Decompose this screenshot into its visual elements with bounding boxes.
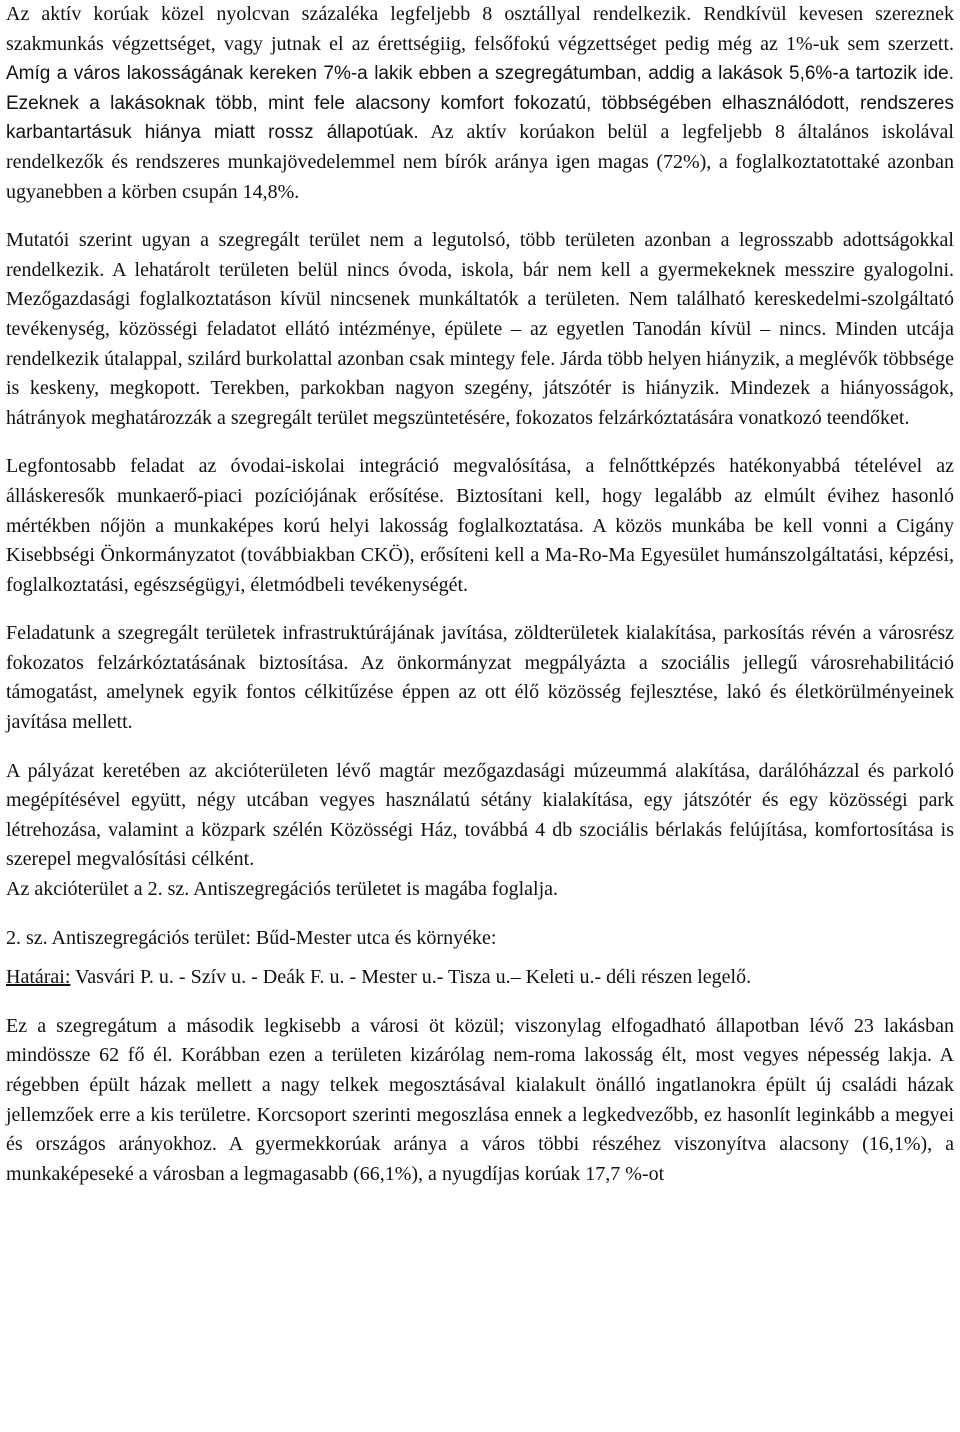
paragraph-action-area: Az akcióterület a 2. sz. Antiszegregációs területet is magába foglalja.	[6, 878, 559, 901]
boundaries-label: Határai:	[6, 966, 71, 989]
heading-antisegregation-area: 2. sz. Antiszegregációs terület: Bűd-Mester utca és környéke:	[6, 926, 497, 949]
text-housing-share: Amíg a város lakosságának kereken 7%-a lakik ebben a szegregátumban, addig a lakások 5,6%-a tartozik ide.	[6, 63, 954, 85]
text-employment: Az aktív korúakon belül a legfeljebb 8 általános iskolával rendelkezők és rendszeres munkajövedelemmel nem bírók aránya igen magas (72%), a foglalkoztatottaké azonban ugyanebben a körben csupán 14,8%.	[6, 121, 954, 203]
boundaries-text: Vasvári P. u. - Szív u. - Deák F. u. - Mester u.- Tisza u.– Keleti u.- déli részen legelő.	[70, 966, 752, 989]
paragraph-deficiencies: Mutatói szerint ugyan a szegregált terület nem a legutolsó, több területen azonban a legrosszabb adottságokkal rendelkezik. A lehatárolt területen belül nincs óvoda, iskola, bár nem kell a gyermekeknek messzire gyalogolni. Mezőgazdasági foglalkoztatáson kívül nincsenek munkáltatók a területen. Nem található kereskedelmi-szolgáltató tevékenység, közösségi feladatot ellátó intézménye, épülete – az egyetlen Tanodán kívül – nincs. Minden utcája rendelkezik útalappal, szilárd burkolattal azonban csak mintegy fele. Járda több helyen hiányzik, a meglévők többsége is keskeny, megkopott. Terekben, parkokban nagyon szegény, játszótér is hiányzik. Mindezek a hiányosságok, hátrányok meghatározzák a szegregált terület megszüntetésére, fokozatos felzárkóztatására vonatkozó teendőket.	[6, 229, 954, 429]
paragraph-demographics	[6, 0, 954, 207]
paragraph-tasks: Legfontosabb feladat az óvodai-iskolai integráció megvalósítása, a felnőttképzés hatékonyabbá tételével az álláskeresők munkaerő-piaci pozíciójának erősítése. Biztosítani kell, hogy legalább az elmúlt évihez hasonló mértékben nőjön a munkaképes korú helyi lakosság foglalkoztatása. A közös munkába be kell vonni a Cigány Kisebbségi Önkormányzatot (továbbiakban CKÖ), erősíteni kell a Ma-Ro-Ma Egyesület humánszolgáltatási, képzési, foglalkoztatási, egészségügyi, életmódbeli tevékenységét.	[6, 455, 954, 596]
text-comfort-level: Ezeknek a lakásoknak több, mint fele alacsony komfort fokozatú, többségében elhasználódott, rendszeres karbantartásuk hiánya miatt rossz állapotúak.	[6, 92, 954, 144]
document-page	[6, 0, 954, 1189]
text-education: Az aktív korúak közel nyolcvan százaléka legfeljebb 8 osztállyal rendelkezik. Rendkívül kevesen szereznek szakmunkás végzettséget, vagy jutnak el az érettségiig, felsőfokú végzettséget pedig még az 1%-uk sem szerzett.	[6, 3, 954, 55]
paragraph-infrastructure: Feladatunk a szegregált területek infrastruktúrájának javítása, zöldterületek kialakítása, parkosítás révén a városrész fokozatos felzárkóztatásának biztosítása. Az önkormányzat megpályázta a szociális jellegű városrehabilitáció támogatást, amelynek egyik fontos célkitűzése éppen az ott élő közösség fejlesztése, lakó és életkörülményeinek javítása mellett.	[6, 622, 954, 734]
paragraph-segregate-description: Ez a szegregátum a második legkisebb a városi öt közül; viszonylag elfogadható állapotban lévő 23 lakásban mindössze 62 fő él. Korábban ezen a területen kizárólag nem-roma lakosság élt, most vegyes népesség lakja. A régebben épült házak mellett a nagy telkek megosztásával kialakult önálló ingatlanokra épült új családi házak jellemzőek erre a kis területre. Korcsoport szerinti megoszlása ennek a legkedvezőbb, ez hasonlít leginkább a megyei és országos arányokhoz. A gyermekkorúak aránya a város többi részéhez viszonyítva alacsony (16,1%), a munkaképeseké a városban a legmagasabb (66,1%), a nyugdíjas korúak 17,7 %-ot	[6, 1014, 954, 1185]
paragraph-project: A pályázat keretében az akcióterületen lévő magtár mezőgazdasági múzeummá alakítása, darálóházzal és parkoló megépítésével együtt, négy utcában vegyes használatú sétány kialakítása, egy játszótér és egy közösségi park létrehozása, valamint a közpark szélén Közösségi Ház, továbbá 4 db szociális bérlakás felújítása, komfortosítása is szerepel megvalósítási célként.	[6, 759, 954, 871]
paragraph-boundaries	[6, 963, 954, 993]
